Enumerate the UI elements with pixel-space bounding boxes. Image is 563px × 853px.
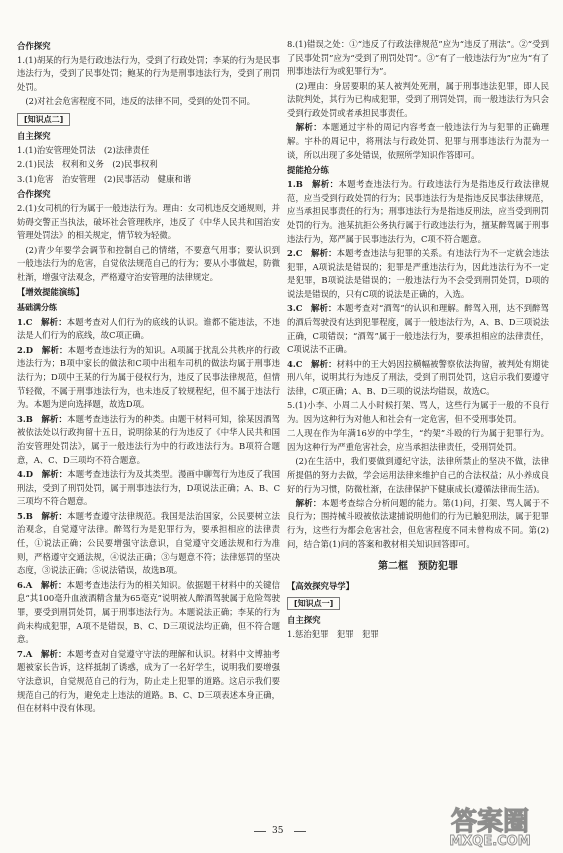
solution-text: 本题考查对人们行为的底线的认识。谁都不能违法，不违法是人们行为的底线，故C项正确。 [17, 316, 281, 341]
answer-item [17, 648, 280, 717]
section-heading: 【高效探究导学】 [287, 580, 354, 591]
answer-paragraph: (2)理由：身居要职的某人被判处死刑，属于刑事违法犯罪，即人民法院判处，其行为已构成犯罪，受到了刑罚处罚，而一般违法行为只会受到行政处罚或者承担民事责任。 [287, 80, 549, 119]
question-number: 4. [17, 468, 26, 479]
subsection-heading: 基础满分练 [17, 303, 57, 313]
answer-item [287, 302, 549, 357]
solution-text: 本题考查对自觉遵守守法的理解和认识。材料中文博抽考题被家长告诉，这样抵制了诱惑，成为了一名好学生，说明我们要增强守法意识，自觉规范自己的行为，防止走上犯罪的道路。这启示我们要规范自己的行为，避免走上违法的道路。B、C、D三项表述本身正确，但在材料中没有体现。 [17, 648, 281, 714]
solution-text: 本题考查违法行为及其类型。漫画中聊驾行为违反了我国刑法，受到了刑罚处罚，属于刑事违法行为，D项说法正确；A、B、C三项均不符合题意。 [17, 468, 281, 507]
answer-choice: C [295, 248, 303, 259]
solution-text: 本题考查违法行为。行政违法行为是指违反行政法律规范，应当受到行政处罚的行为；民事违法行为是指违反民事法律规范，应当承担民事责任的行为；刑事违法行为是指违反刑法，应当受到刑罚处罚的行为。池某抗拒公务执行属于行政违法行为，擅某醉驾属于刑事违法行为，郑严属于民事违法行为，C项不符合题意。 [287, 179, 550, 244]
solution-label: 解析： [311, 303, 337, 314]
answer-choice: B [25, 413, 33, 424]
solution-label: 解析： [41, 468, 68, 479]
section-title: 第二框 预防犯罪 [378, 560, 458, 572]
section-heading: 合作探究 [17, 40, 51, 51]
answer-paragraph: (2)青少年要学会调节和控制自己的情绪，不要意气用事；要认识到一般违法行为的危害，自觉依法规范自己的行为；要从小事做起，防微杜渐，增强守法观念，严格遵守治安管理的法律规定。 [17, 244, 280, 283]
solution-text: 本题考查违法与犯罪的关系。有违法行为不一定就会违法犯罪，A项说法是错误的；犯罪是严重违法行为，因此违法行为不一定是犯罪，B项说法是错误的；一般违法行为不会受到刑罚处罚，D项的说法是错误的，只有C项的说法是正确的，入选。 [287, 248, 550, 300]
left-column [17, 38, 280, 717]
answer-paragraph: 二人现在作为年满16岁的中学生，“约架”斗殴的行为属于犯罪行为。因为这种行为严重危害社会，应当承担法律责任，受刑罚处罚。 [287, 428, 549, 452]
solution-label: 解析： [40, 648, 67, 659]
answer-choice: C [25, 316, 33, 327]
solution-text: 本题考查违法行为的种类。由题干材料可知，徐某因酒驾被依法处以行政拘留十五日，说明徐某的行为违反了《中华人民共和国治安管理处罚法》，属于一般违法行为中的行政违法行为。B项符合题意，A、C、D三项均不符合题意。 [17, 413, 281, 465]
answer-paragraph: 1.(1)胡某的行为是行政违法行为，受到了行政处罚；李某的行为是民事违法行为，受到了民事处罚；鲍某的行为是刑事违法行为，受到了刑罚处罚。 [17, 54, 280, 93]
question-number: 6. [17, 579, 26, 590]
solution-text: 本题考查综合分析问题的能力。第(1)问，打架、骂人属于不良行为；围持械斗殴被依法逮捕说明他们的行为已触犯刑法，属于犯罪行为，这些行为都会危害社会，但危害程度不同未曾构成不同。第(2)问，结合第(1)问的答案和教材相关知识回答即可。 [287, 497, 549, 549]
answer-choice: D [25, 344, 34, 355]
solution-label: 解析： [295, 497, 322, 508]
answer-item [287, 121, 549, 162]
answer-paragraph: 8.(1)错误之处：①“违反了行政法律规范”应为“违反了刑法”。②“受到了民事处罚”应为“受到了刑罚处罚”。③“有了一般违法行为”应为“有了刑事违法行为或犯罪行为”。 [287, 39, 549, 77]
answer-item [17, 579, 280, 648]
answer-item [17, 510, 280, 579]
question-number: 4. [287, 358, 296, 369]
answer-choice: C [295, 303, 303, 314]
solution-label: 解析： [41, 413, 68, 424]
right-column [287, 38, 549, 643]
section-heading: 自主探究 [17, 131, 51, 142]
answer-item [287, 497, 549, 552]
answer-choice: B [25, 510, 33, 521]
answer-choice: D [25, 468, 34, 479]
question-number: 1. [17, 316, 26, 327]
answer-choice: A [25, 579, 33, 590]
answer-paragraph: 2.(1)民法 权利和义务 (2)民事权利 [17, 159, 158, 170]
answer-paragraph: 3.(1)危害 治安管理 (2)民事活动 健康和谐 [17, 173, 192, 184]
answer-item [287, 358, 549, 399]
knowledge-point-label [287, 595, 549, 612]
section-heading: 自主探究 [287, 615, 321, 626]
answer-paragraph: 1.惩治犯罪 犯罪 犯罪 [287, 629, 379, 640]
solution-label: 解析： [311, 358, 337, 369]
solution-label: 解析： [41, 344, 68, 355]
solution-label: 解析： [312, 179, 339, 190]
solution-label: 解析： [40, 579, 67, 590]
solution-text: 本题考查违法行为的相关知识。依据题干材料中的关键信息“其100毫升血液酒精含量为65毫克”说明被人醉酒驾驶属于危险驾驶罪，要受到刑罚处罚，属于刑事违法行为。本题说法正确；李某的行为尚未构成犯罪，A项不是错误，B、C、D三项说法均正确，但不符合题意。 [17, 579, 281, 645]
answer-item [287, 247, 549, 302]
answer-paragraph: (2)在生活中，我们要做到遵纪守法，法律所禁止的坚决不做，法律所提倡的努力去做，学会运用法律来维护自己的合法权益；从小养成良好的行为习惯，防微杜渐，在法律保护下健康成长(遵循法律而生活)。 [287, 456, 549, 494]
section-heading: 【增效提能演练】 [17, 287, 84, 298]
answer-item [287, 178, 549, 247]
solution-text: 材料中的王大妈因拉横幅被警察依法拘留，被判处有期徒刑八年，说明其行为违反了刑法，受到了刑罚处罚，这启示我们要遵守法律，C项正确；A、B、D三项的说法均错误，故选C。 [287, 358, 550, 397]
answer-paragraph: 5.(1)小李、小周二人小时候打架、骂人，这些行为属于一般的不良行为。因为这种行为对他人和社会有一定危害，但不受刑事处罚。 [287, 400, 549, 424]
question-number: 7. [17, 648, 26, 659]
solution-text: 本题通过宇朴的周记内容考查一般违法行为与犯罪的正确理解。宇朴的周记中，将刑法与行政处罚、犯罪与刑事违法行为混为一谈，所以出现了多处错误，依照所学知识作答即可。 [287, 122, 550, 160]
question-number: 5. [17, 510, 26, 521]
knowledge-point-box: [知识点一] [287, 597, 340, 610]
question-number: 2. [17, 344, 26, 355]
knowledge-point-label [17, 111, 280, 128]
answer-item [17, 344, 280, 413]
answer-choice: B [295, 179, 303, 190]
answer-item [17, 413, 280, 468]
answer-choice: A [25, 648, 33, 659]
page-number: 35 [272, 826, 284, 836]
answer-item [17, 316, 280, 343]
question-number: 3. [287, 303, 296, 314]
answer-paragraph: (2)对社会危害程度不同，违反的法律不同，受到的处罚不同。 [25, 96, 256, 107]
knowledge-point-box: [知识点二] [17, 113, 70, 126]
watermark-url-text: MXQE.COM [449, 834, 531, 848]
question-number: 2. [287, 248, 296, 259]
watermark-main-text: 答案圈 [450, 807, 530, 837]
solution-label: 解析： [41, 316, 67, 327]
answer-item [17, 468, 280, 509]
answer-paragraph: 1.(1)治安管理处罚法 (2)法律责任 [17, 145, 150, 156]
page-number-dash-left [254, 831, 266, 832]
question-number: 1. [287, 179, 296, 190]
watermark-logo [432, 806, 550, 848]
solution-label: 解析： [311, 248, 337, 259]
answer-paragraph: 2.(1)女司机的行为属于一般违法行为。理由：女司机违反交通规则，并妨碍交警正当执法，破坏社会管理秩序，违反了《中华人民共和国治安管理处罚法》的相关规定，情节较为轻微。 [17, 203, 280, 241]
question-number: 3. [17, 413, 26, 424]
section-heading: 提能抢分练 [287, 164, 329, 175]
solution-text: 本题考查违法行为的知识。A项属于扰乱公共秩序的行政违法行为；B项中家长的做法和C项中出租车司机的做法均属于刑事违法行为；D项中王某的行为属于侵权行为，违反了民事法律规范，但情节轻微，不属于刑事违法行为，也未违反了较规程纪，但不属于违法行为。本题为逆向选择题，故选D项。 [17, 344, 281, 410]
page-number-dash-right [294, 831, 306, 832]
section-heading: 合作探究 [17, 188, 51, 199]
solution-label: 解析： [295, 122, 322, 133]
solution-text: 本题考查遵守法律规范。我国是法治国家，公民要树立法治观念，自觉遵守法律。醉驾行为是犯罪行为，要承担相应的法律责任，①说法正确；公民要增强守法意识，自觉遵守交通法规和行为准则，严格遵守交通法规，④说法正确；③与题意不符；法律惩罚的坚决态度，③说法正确；⑤说法错误，故选B项。 [17, 510, 281, 576]
answer-choice: C [295, 358, 303, 369]
solution-label: 解析： [41, 510, 68, 521]
solution-text: 本题考查对“酒驾”的认识和理解。醉驾入刑，达不到醉驾的酒后驾驶没有达到犯罪程度，属于一般违法行为，A、B、D三项说法正确，C项错误；“酒驾”属于一般违法行为，要承担相应的法律责任，C项说法不正确。 [287, 303, 550, 355]
